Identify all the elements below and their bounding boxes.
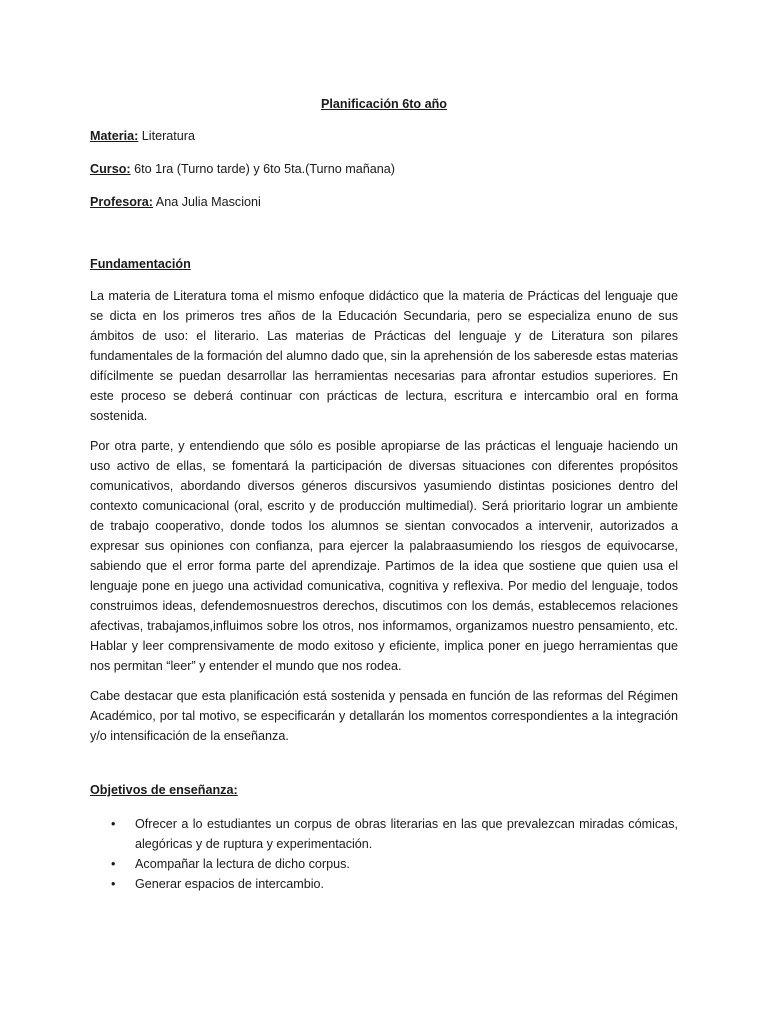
list-item: [111, 814, 678, 854]
meta-curso: [90, 159, 678, 179]
meta-value: Ana Julia Mascioni: [153, 195, 261, 209]
list-item-text: Acompañar la lectura de dicho corpus.: [135, 857, 350, 871]
meta-value: Literatura: [138, 129, 195, 143]
fundamentacion-paragraph: La materia de Literatura toma el mismo enfoque didáctico que la materia de Prácticas del lenguaje que se dicta en los primeros tres años de la Educación Secundaria, pero se especializa enuno de sus ámbitos de uso: el literario. Las materias de Prácticas del lenguaje y de Literatura son pilares fundamentales de la formación del alumno dado que, sin la aprehensión de los saberesde estas materias difícilmente se puedan desarrollar las herramientas necesarias para afrontar estudios superiores. En este proceso se deberá continuar con prácticas de lectura, escritura e intercambio oral en forma sostenida.: [90, 289, 678, 423]
objetivos-list: [90, 814, 678, 894]
meta-label: Profesora:: [90, 195, 153, 209]
list-item: [111, 874, 678, 894]
meta-label: Curso:: [90, 162, 131, 176]
list-item-text: Generar espacios de intercambio.: [135, 877, 325, 891]
bullet-icon: •: [111, 817, 116, 831]
bullet-icon: •: [111, 877, 116, 891]
meta-materia: [90, 126, 678, 146]
list-item-text: Ofrecer a lo estudiantes un corpus de obras literarias en las que prevalezcan miradas cómicas, alegóricas y de ruptura y experimentación.: [135, 817, 678, 851]
document-body: [90, 94, 678, 894]
meta-label: Materia:: [90, 129, 139, 143]
fundamentacion-paragraph: Cabe destacar que esta planificación está sostenida y pensada en función de las reformas del Régimen Académico, por tal motivo, se especificarán y detallarán los momentos correspondientes a la integración y/o intensificación de la enseñanza.: [90, 689, 678, 743]
fundamentacion-paragraph: Por otra parte, y entendiendo que sólo es posible apropiarse de las prácticas el lenguaje haciendo un uso activo de ellas, se fomentará la participación de diversas situaciones con diferentes propósitos comunicativos, abordando diversos géneros discursivos yasumiendo distintas posiciones dentro del contexto comunicacional (oral, escrito y de producción multimedial). Será prioritario lograr un ambiente de trabajo cooperativo, donde todos los alumnos se sientan convocados a intervenir, autorizados a expresar sus opiniones con confianza, para ejercer la palabraasumiendo los riesgos de equivocarse, sabiendo que el error forma parte del aprendizaje. Partimos de la idea que sostiene que quien usa el lenguaje pone en juego una actividad comunicativa, cognitiva y reflexiva. Por medio del lenguaje, todos construimos ideas, defendemosnuestros derechos, discutimos con los demás, establecemos relaciones afectivas, trabajamos,influimos sobre los otros, nos informamos, organizamos nuestro pensamiento, etc. Hablar y leer comprensivamente de modo exitoso y eficiente, implica poner en juego herramientas que nos permitan “leer” y entender el mundo que nos rodea.: [90, 439, 678, 673]
meta-value: 6to 1ra (Turno tarde) y 6to 5ta.(Turno mañana): [130, 162, 395, 176]
document-title: Planificación 6to año: [321, 97, 447, 111]
fundamentacion-heading: Fundamentación: [90, 257, 191, 271]
list-item: [111, 854, 678, 874]
bullet-icon: •: [111, 857, 116, 871]
objetivos-heading: Objetivos de enseñanza:: [90, 783, 238, 797]
meta-profesora: [90, 192, 678, 212]
